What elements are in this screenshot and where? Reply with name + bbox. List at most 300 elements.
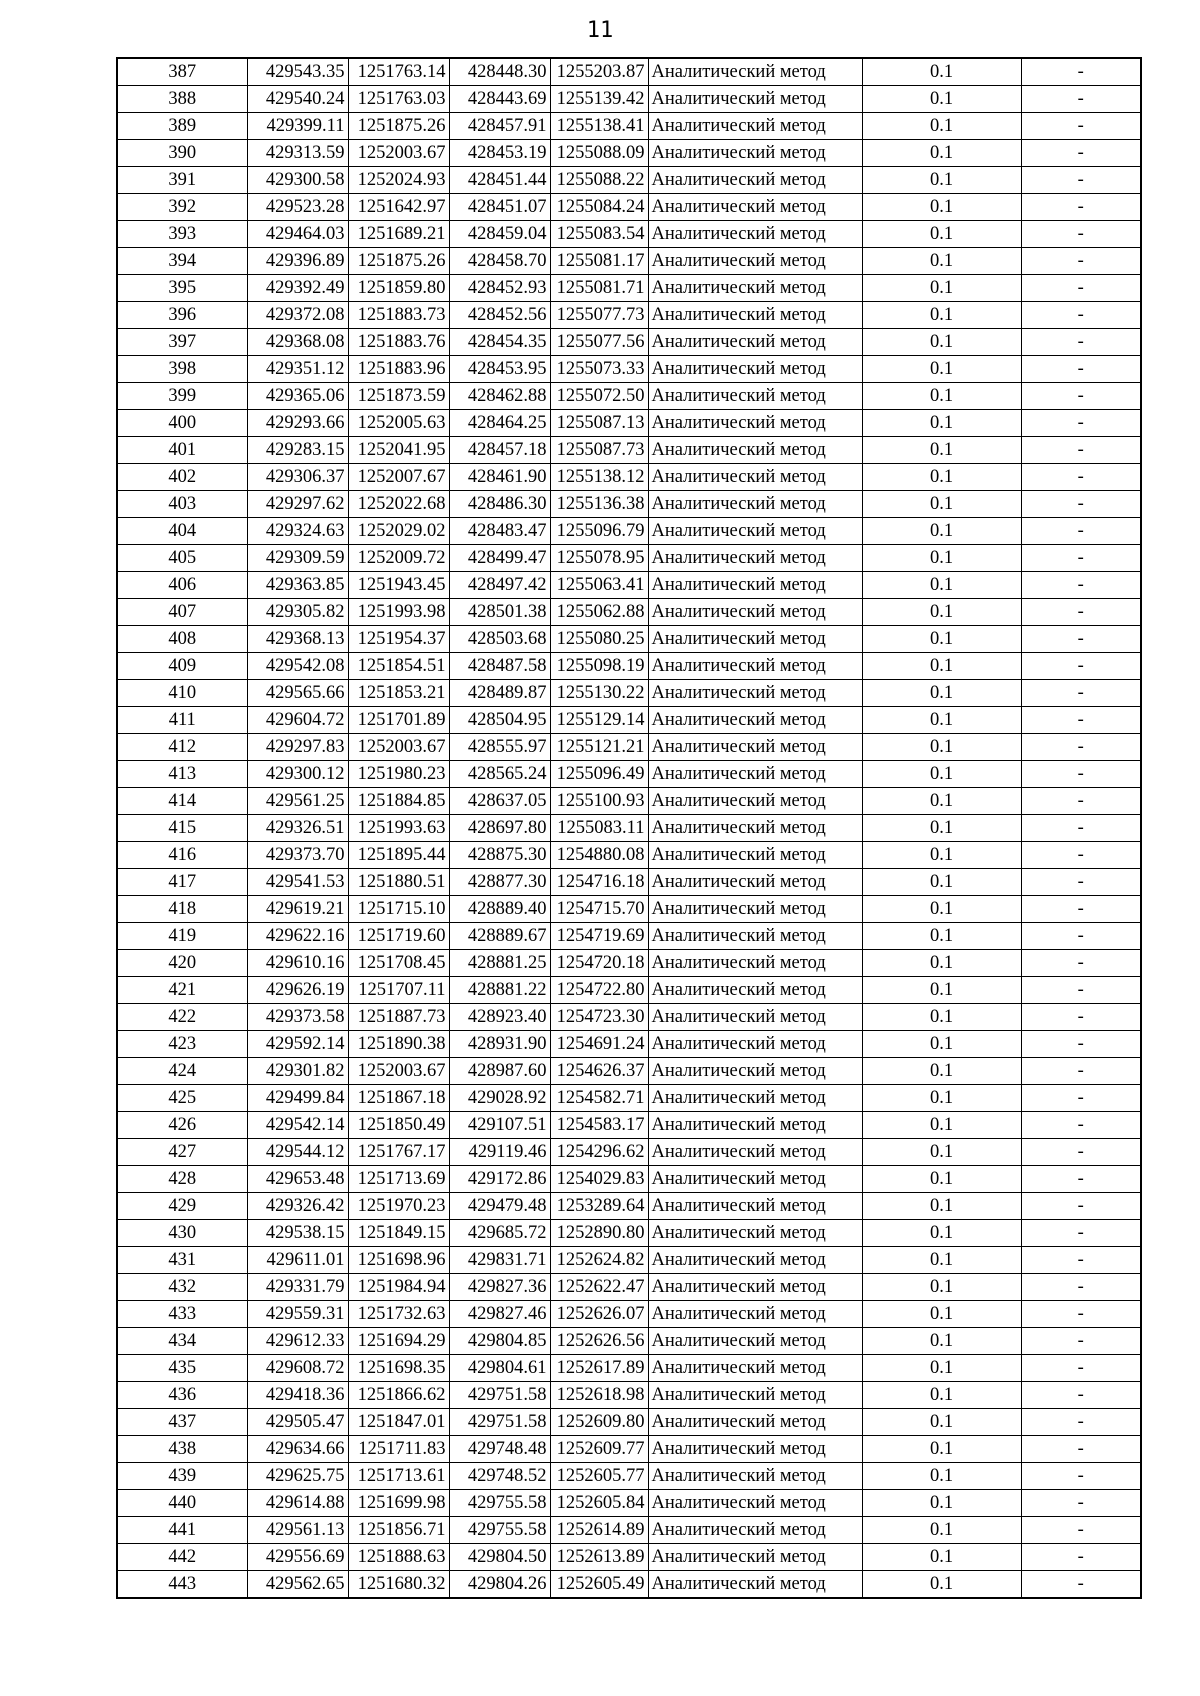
y1-cell: 1252003.67	[348, 734, 449, 761]
method-cell: Аналитический метод	[648, 1463, 862, 1490]
x2-cell: 429748.52	[449, 1463, 550, 1490]
point-number-cell: 438	[117, 1436, 247, 1463]
method-cell: Аналитический метод	[648, 707, 862, 734]
x2-cell: 428461.90	[449, 464, 550, 491]
x2-cell: 428452.56	[449, 302, 550, 329]
x2-cell: 428565.24	[449, 761, 550, 788]
point-number-cell: 436	[117, 1382, 247, 1409]
y2-cell: 1254720.18	[550, 950, 648, 977]
x1-cell: 429614.88	[247, 1490, 348, 1517]
method-cell: Аналитический метод	[648, 1517, 862, 1544]
point-number-cell: 442	[117, 1544, 247, 1571]
method-cell: Аналитический метод	[648, 491, 862, 518]
point-number-cell: 424	[117, 1058, 247, 1085]
method-cell: Аналитический метод	[648, 275, 862, 302]
point-number-cell: 419	[117, 923, 247, 950]
x1-cell: 429556.69	[247, 1544, 348, 1571]
y2-cell: 1255139.42	[550, 86, 648, 113]
accuracy-cell: 0.1	[862, 815, 1021, 842]
y2-cell: 1255121.21	[550, 734, 648, 761]
note-cell: -	[1021, 356, 1141, 383]
note-cell: -	[1021, 950, 1141, 977]
note-cell: -	[1021, 707, 1141, 734]
y2-cell: 1255073.33	[550, 356, 648, 383]
accuracy-cell: 0.1	[862, 707, 1021, 734]
accuracy-cell: 0.1	[862, 356, 1021, 383]
accuracy-cell: 0.1	[862, 977, 1021, 1004]
table-row	[117, 464, 1141, 491]
method-cell: Аналитический метод	[648, 383, 862, 410]
y1-cell: 1251847.01	[348, 1409, 449, 1436]
table-row	[117, 545, 1141, 572]
page-number: 11	[586, 18, 614, 43]
y2-cell: 1255081.71	[550, 275, 648, 302]
method-cell: Аналитический метод	[648, 572, 862, 599]
x1-cell: 429373.70	[247, 842, 348, 869]
accuracy-cell: 0.1	[862, 626, 1021, 653]
method-cell: Аналитический метод	[648, 518, 862, 545]
y2-cell: 1255203.87	[550, 58, 648, 86]
y1-cell: 1251708.45	[348, 950, 449, 977]
note-cell: -	[1021, 410, 1141, 437]
point-number-cell: 405	[117, 545, 247, 572]
y2-cell: 1252609.77	[550, 1436, 648, 1463]
table-row	[117, 1220, 1141, 1247]
table-row	[117, 329, 1141, 356]
method-cell: Аналитический метод	[648, 302, 862, 329]
note-cell: -	[1021, 1085, 1141, 1112]
method-cell: Аналитический метод	[648, 329, 862, 356]
x1-cell: 429653.48	[247, 1166, 348, 1193]
x2-cell: 428555.97	[449, 734, 550, 761]
accuracy-cell: 0.1	[862, 329, 1021, 356]
point-number-cell: 417	[117, 869, 247, 896]
y2-cell: 1255088.22	[550, 167, 648, 194]
y2-cell: 1254722.80	[550, 977, 648, 1004]
method-cell: Аналитический метод	[648, 1409, 862, 1436]
y2-cell: 1254715.70	[550, 896, 648, 923]
table-row	[117, 221, 1141, 248]
y1-cell: 1251887.73	[348, 1004, 449, 1031]
y1-cell: 1251875.26	[348, 248, 449, 275]
x1-cell: 429373.58	[247, 1004, 348, 1031]
x1-cell: 429561.25	[247, 788, 348, 815]
note-cell: -	[1021, 815, 1141, 842]
table-row	[117, 58, 1141, 86]
note-cell: -	[1021, 1517, 1141, 1544]
point-number-cell: 402	[117, 464, 247, 491]
note-cell: -	[1021, 275, 1141, 302]
x2-cell: 429751.58	[449, 1382, 550, 1409]
accuracy-cell: 0.1	[862, 869, 1021, 896]
table-row	[117, 680, 1141, 707]
method-cell: Аналитический метод	[648, 1490, 862, 1517]
table-row	[117, 1166, 1141, 1193]
table-row	[117, 410, 1141, 437]
x2-cell: 428987.60	[449, 1058, 550, 1085]
x2-cell: 428499.47	[449, 545, 550, 572]
accuracy-cell: 0.1	[862, 842, 1021, 869]
x1-cell: 429625.75	[247, 1463, 348, 1490]
accuracy-cell: 0.1	[862, 1382, 1021, 1409]
x1-cell: 429351.12	[247, 356, 348, 383]
note-cell: -	[1021, 1031, 1141, 1058]
table-row	[117, 1409, 1141, 1436]
x2-cell: 428889.40	[449, 896, 550, 923]
y2-cell: 1252614.89	[550, 1517, 648, 1544]
accuracy-cell: 0.1	[862, 734, 1021, 761]
y2-cell: 1255136.38	[550, 491, 648, 518]
y1-cell: 1251694.29	[348, 1328, 449, 1355]
point-number-cell: 404	[117, 518, 247, 545]
x2-cell: 428464.25	[449, 410, 550, 437]
x1-cell: 429418.36	[247, 1382, 348, 1409]
y1-cell: 1251642.97	[348, 194, 449, 221]
x2-cell: 429804.50	[449, 1544, 550, 1571]
table-row	[117, 1571, 1141, 1599]
accuracy-cell: 0.1	[862, 1301, 1021, 1328]
x1-cell: 429540.24	[247, 86, 348, 113]
note-cell: -	[1021, 1193, 1141, 1220]
note-cell: -	[1021, 221, 1141, 248]
accuracy-cell: 0.1	[862, 302, 1021, 329]
method-cell: Аналитический метод	[648, 869, 862, 896]
y1-cell: 1251699.98	[348, 1490, 449, 1517]
x2-cell: 428486.30	[449, 491, 550, 518]
note-cell: -	[1021, 896, 1141, 923]
point-number-cell: 422	[117, 1004, 247, 1031]
accuracy-cell: 0.1	[862, 1463, 1021, 1490]
x2-cell: 428483.47	[449, 518, 550, 545]
y1-cell: 1251713.69	[348, 1166, 449, 1193]
point-number-cell: 408	[117, 626, 247, 653]
note-cell: -	[1021, 1139, 1141, 1166]
y1-cell: 1251711.83	[348, 1436, 449, 1463]
method-cell: Аналитический метод	[648, 1085, 862, 1112]
y2-cell: 1255100.93	[550, 788, 648, 815]
y1-cell: 1251689.21	[348, 221, 449, 248]
method-cell: Аналитический метод	[648, 977, 862, 1004]
y1-cell: 1251970.23	[348, 1193, 449, 1220]
note-cell: -	[1021, 788, 1141, 815]
note-cell: -	[1021, 869, 1141, 896]
y2-cell: 1255081.17	[550, 248, 648, 275]
y2-cell: 1255063.41	[550, 572, 648, 599]
y2-cell: 1255062.88	[550, 599, 648, 626]
accuracy-cell: 0.1	[862, 1031, 1021, 1058]
note-cell: -	[1021, 167, 1141, 194]
table-row	[117, 140, 1141, 167]
method-cell: Аналитический метод	[648, 356, 862, 383]
x2-cell: 428453.95	[449, 356, 550, 383]
y1-cell: 1251698.96	[348, 1247, 449, 1274]
x1-cell: 429300.58	[247, 167, 348, 194]
note-cell: -	[1021, 1220, 1141, 1247]
y1-cell: 1251715.10	[348, 896, 449, 923]
x1-cell: 429297.83	[247, 734, 348, 761]
note-cell: -	[1021, 194, 1141, 221]
table-row	[117, 1463, 1141, 1490]
x1-cell: 429368.13	[247, 626, 348, 653]
table-row	[117, 1274, 1141, 1301]
point-number-cell: 395	[117, 275, 247, 302]
table-row	[117, 437, 1141, 464]
x2-cell: 428697.80	[449, 815, 550, 842]
y1-cell: 1251867.18	[348, 1085, 449, 1112]
y1-cell: 1251943.45	[348, 572, 449, 599]
table-row	[117, 923, 1141, 950]
y2-cell: 1252605.49	[550, 1571, 648, 1599]
method-cell: Аналитический метод	[648, 1193, 862, 1220]
y1-cell: 1251763.03	[348, 86, 449, 113]
y2-cell: 1252617.89	[550, 1355, 648, 1382]
y2-cell: 1254583.17	[550, 1112, 648, 1139]
y1-cell: 1251859.80	[348, 275, 449, 302]
x2-cell: 429028.92	[449, 1085, 550, 1112]
table-row	[117, 113, 1141, 140]
x2-cell: 429479.48	[449, 1193, 550, 1220]
x2-cell: 428497.42	[449, 572, 550, 599]
method-cell: Аналитический метод	[648, 221, 862, 248]
x2-cell: 428457.91	[449, 113, 550, 140]
method-cell: Аналитический метод	[648, 1274, 862, 1301]
point-number-cell: 429	[117, 1193, 247, 1220]
y1-cell: 1251763.14	[348, 58, 449, 86]
method-cell: Аналитический метод	[648, 761, 862, 788]
x1-cell: 429301.82	[247, 1058, 348, 1085]
accuracy-cell: 0.1	[862, 437, 1021, 464]
note-cell: -	[1021, 680, 1141, 707]
y1-cell: 1252007.67	[348, 464, 449, 491]
note-cell: -	[1021, 599, 1141, 626]
x2-cell: 428453.19	[449, 140, 550, 167]
point-number-cell: 437	[117, 1409, 247, 1436]
y1-cell: 1251993.98	[348, 599, 449, 626]
note-cell: -	[1021, 1301, 1141, 1328]
y1-cell: 1251888.63	[348, 1544, 449, 1571]
x2-cell: 428451.07	[449, 194, 550, 221]
x1-cell: 429608.72	[247, 1355, 348, 1382]
y2-cell: 1252624.82	[550, 1247, 648, 1274]
note-cell: -	[1021, 1409, 1141, 1436]
y2-cell: 1255077.73	[550, 302, 648, 329]
point-number-cell: 432	[117, 1274, 247, 1301]
x1-cell: 429611.01	[247, 1247, 348, 1274]
accuracy-cell: 0.1	[862, 1274, 1021, 1301]
point-number-cell: 421	[117, 977, 247, 1004]
y2-cell: 1255083.54	[550, 221, 648, 248]
table-row	[117, 1085, 1141, 1112]
y2-cell: 1255087.13	[550, 410, 648, 437]
y2-cell: 1255130.22	[550, 680, 648, 707]
method-cell: Аналитический метод	[648, 1328, 862, 1355]
x1-cell: 429505.47	[247, 1409, 348, 1436]
y1-cell: 1251713.61	[348, 1463, 449, 1490]
point-number-cell: 426	[117, 1112, 247, 1139]
x2-cell: 428504.95	[449, 707, 550, 734]
point-number-cell: 435	[117, 1355, 247, 1382]
method-cell: Аналитический метод	[648, 842, 862, 869]
x1-cell: 429293.66	[247, 410, 348, 437]
x2-cell: 428875.30	[449, 842, 550, 869]
method-cell: Аналитический метод	[648, 410, 862, 437]
table-row	[117, 356, 1141, 383]
y2-cell: 1255096.49	[550, 761, 648, 788]
accuracy-cell: 0.1	[862, 599, 1021, 626]
point-number-cell: 443	[117, 1571, 247, 1599]
y1-cell: 1252041.95	[348, 437, 449, 464]
point-number-cell: 431	[117, 1247, 247, 1274]
note-cell: -	[1021, 86, 1141, 113]
accuracy-cell: 0.1	[862, 1571, 1021, 1599]
table-row	[117, 518, 1141, 545]
point-number-cell: 400	[117, 410, 247, 437]
x2-cell: 429827.46	[449, 1301, 550, 1328]
point-number-cell: 430	[117, 1220, 247, 1247]
point-number-cell: 390	[117, 140, 247, 167]
method-cell: Аналитический метод	[648, 788, 862, 815]
point-number-cell: 410	[117, 680, 247, 707]
table-row	[117, 1301, 1141, 1328]
accuracy-cell: 0.1	[862, 1139, 1021, 1166]
y1-cell: 1251883.76	[348, 329, 449, 356]
note-cell: -	[1021, 626, 1141, 653]
table-row	[117, 788, 1141, 815]
x2-cell: 428462.88	[449, 383, 550, 410]
method-cell: Аналитический метод	[648, 545, 862, 572]
x1-cell: 429634.66	[247, 1436, 348, 1463]
accuracy-cell: 0.1	[862, 221, 1021, 248]
note-cell: -	[1021, 383, 1141, 410]
note-cell: -	[1021, 1571, 1141, 1599]
y2-cell: 1252626.56	[550, 1328, 648, 1355]
x1-cell: 429565.66	[247, 680, 348, 707]
y1-cell: 1251849.15	[348, 1220, 449, 1247]
x1-cell: 429305.82	[247, 599, 348, 626]
y1-cell: 1252022.68	[348, 491, 449, 518]
method-cell: Аналитический метод	[648, 923, 862, 950]
method-cell: Аналитический метод	[648, 1220, 862, 1247]
x2-cell: 428448.30	[449, 58, 550, 86]
x1-cell: 429392.49	[247, 275, 348, 302]
y2-cell: 1254716.18	[550, 869, 648, 896]
table-row	[117, 761, 1141, 788]
table-row	[117, 842, 1141, 869]
y1-cell: 1251767.17	[348, 1139, 449, 1166]
x2-cell: 428889.67	[449, 923, 550, 950]
x2-cell: 428881.22	[449, 977, 550, 1004]
x1-cell: 429592.14	[247, 1031, 348, 1058]
y2-cell: 1255083.11	[550, 815, 648, 842]
y1-cell: 1251719.60	[348, 923, 449, 950]
point-number-cell: 403	[117, 491, 247, 518]
method-cell: Аналитический метод	[648, 113, 862, 140]
accuracy-cell: 0.1	[862, 545, 1021, 572]
accuracy-cell: 0.1	[862, 1490, 1021, 1517]
method-cell: Аналитический метод	[648, 1544, 862, 1571]
y1-cell: 1251698.35	[348, 1355, 449, 1382]
y2-cell: 1254626.37	[550, 1058, 648, 1085]
x1-cell: 429562.65	[247, 1571, 348, 1599]
table-row	[117, 1058, 1141, 1085]
x1-cell: 429604.72	[247, 707, 348, 734]
x1-cell: 429313.59	[247, 140, 348, 167]
point-number-cell: 399	[117, 383, 247, 410]
x1-cell: 429372.08	[247, 302, 348, 329]
point-number-cell: 425	[117, 1085, 247, 1112]
note-cell: -	[1021, 1274, 1141, 1301]
x2-cell: 429827.36	[449, 1274, 550, 1301]
y2-cell: 1252622.47	[550, 1274, 648, 1301]
y1-cell: 1252003.67	[348, 1058, 449, 1085]
y1-cell: 1251880.51	[348, 869, 449, 896]
method-cell: Аналитический метод	[648, 1166, 862, 1193]
x1-cell: 429396.89	[247, 248, 348, 275]
table-row	[117, 491, 1141, 518]
point-number-cell: 434	[117, 1328, 247, 1355]
note-cell: -	[1021, 329, 1141, 356]
method-cell: Аналитический метод	[648, 1247, 862, 1274]
x2-cell: 429755.58	[449, 1490, 550, 1517]
y1-cell: 1252029.02	[348, 518, 449, 545]
point-number-cell: 388	[117, 86, 247, 113]
table-row	[117, 1382, 1141, 1409]
table-row	[117, 275, 1141, 302]
accuracy-cell: 0.1	[862, 923, 1021, 950]
note-cell: -	[1021, 977, 1141, 1004]
method-cell: Аналитический метод	[648, 437, 862, 464]
x2-cell: 428443.69	[449, 86, 550, 113]
note-cell: -	[1021, 113, 1141, 140]
x2-cell: 428881.25	[449, 950, 550, 977]
accuracy-cell: 0.1	[862, 1220, 1021, 1247]
accuracy-cell: 0.1	[862, 1436, 1021, 1463]
x2-cell: 429804.26	[449, 1571, 550, 1599]
table-row	[117, 977, 1141, 1004]
method-cell: Аналитический метод	[648, 1571, 862, 1599]
note-cell: -	[1021, 140, 1141, 167]
note-cell: -	[1021, 1490, 1141, 1517]
point-number-cell: 394	[117, 248, 247, 275]
x1-cell: 429541.53	[247, 869, 348, 896]
point-number-cell: 416	[117, 842, 247, 869]
accuracy-cell: 0.1	[862, 1517, 1021, 1544]
note-cell: -	[1021, 1166, 1141, 1193]
y1-cell: 1251954.37	[348, 626, 449, 653]
x2-cell: 429804.61	[449, 1355, 550, 1382]
coordinates-table	[116, 57, 1142, 1599]
x1-cell: 429365.06	[247, 383, 348, 410]
x2-cell: 429751.58	[449, 1409, 550, 1436]
point-number-cell: 418	[117, 896, 247, 923]
y2-cell: 1255078.95	[550, 545, 648, 572]
y2-cell: 1252626.07	[550, 1301, 648, 1328]
y1-cell: 1251680.32	[348, 1571, 449, 1599]
point-number-cell: 439	[117, 1463, 247, 1490]
note-cell: -	[1021, 437, 1141, 464]
accuracy-cell: 0.1	[862, 1166, 1021, 1193]
x2-cell: 428459.04	[449, 221, 550, 248]
point-number-cell: 440	[117, 1490, 247, 1517]
note-cell: -	[1021, 464, 1141, 491]
y1-cell: 1251707.11	[348, 977, 449, 1004]
point-number-cell: 387	[117, 58, 247, 86]
table-row	[117, 572, 1141, 599]
y1-cell: 1251984.94	[348, 1274, 449, 1301]
method-cell: Аналитический метод	[648, 1301, 862, 1328]
x2-cell: 429755.58	[449, 1517, 550, 1544]
x2-cell: 428931.90	[449, 1031, 550, 1058]
